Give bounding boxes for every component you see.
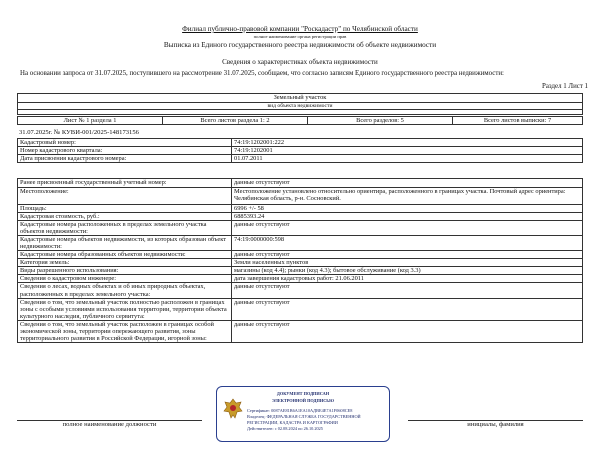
detail-label: Виды разрешенного использования: [18,267,232,275]
object-type-table [17,93,583,115]
doc-number: 31.07.2025г. № КУВИ-001/2025-148173156 [19,129,139,136]
section-page: Раздел 1 Лист 1 [542,83,588,90]
details-table [17,178,583,343]
field-label-assign-date: Дата присвоения кадастрового номера: [18,155,232,163]
initials-caption: инициалы, фамилия [467,421,524,428]
stamp-line-5: РЕГИСТРАЦИИ, КАДАСТРА И КАРТОГРАФИИ [247,420,338,425]
object-type-caption: вид объекта недвижимости [18,103,583,110]
field-value-cadastral-number: 74:19:1202001:222 [232,139,583,147]
detail-label: Сведения о том, что земельный участок расположен в границах особой экономической зоны, территории опережающего развития, зоны территориального развития в Российской Федерации, игорной зоны: [18,320,232,342]
main-fields-table [17,138,583,163]
field-value-quarter: 74:19:1202001 [232,147,583,155]
object-type: Земельный участок [18,94,583,103]
detail-value: данные отсутствуют [232,283,583,298]
detail-value: Земли населенных пунктов [232,259,583,267]
detail-value: данные отсутствуют [232,221,583,236]
position-caption: полное наименование должности [62,421,157,428]
detail-label: Местоположение: [18,188,232,205]
detail-value: магазины (код 4.4); рынки (код 4.3); бытовое обслуживание (код 3.3) [232,267,583,275]
detail-label: Сведения о лесах, водных объектах и об иных природных объектах, расположенных в пределах земельного участка: [18,283,232,298]
detail-value: 74:19:0000000:598 [232,236,583,251]
field-label-cadastral-number: Кадастровый номер: [18,139,232,147]
stamp-line-2: ЭЛЕКТРОННОЙ ПОДПИСЬЮ [272,398,334,403]
org-name: Филиал публично-правовой компании "Роскадастр" по Челябинской области [182,25,418,33]
field-label-quarter: Номер кадастрового квартала: [18,147,232,155]
detail-value: данные отсутствуют [232,320,583,342]
detail-label: Площадь: [18,205,232,213]
detail-value: Местоположение установлено относительно ориентира, расположенного в границах участка. Почтовый адрес ориентира: Челябинская область, р-н. Сосновский. [232,188,583,205]
e-signature-stamp [216,386,390,442]
detail-label: Кадастровые номера расположенных в пределах земельного участка объектов недвижимости: [18,221,232,236]
stamp-line-4: Владелец: ФЕДЕРАЛЬНАЯ СЛУЖБА ГОСУДАРСТВЕННОЙ [247,414,361,419]
sheet-number: Лист № 1 раздела 1 [18,117,163,125]
stamp-line-6: Действителен: с 02.08.2024 по 26.10.2025 [247,426,323,431]
stamp-line-3: Сертификат: 0087АЕ81В6А1ЕА10АДВЕ4Е7А1F0608CE8 [247,408,353,413]
detail-label: Ранее присвоенный государственный учетный номер: [18,179,232,188]
detail-label: Кадастровые номера объектов недвижимости, из которых образован объект недвижимости: [18,236,232,251]
basis-text: На основании запроса от 31.07.2025, поступившего на рассмотрение 31.07.2025, сообщаем, что согласно записям Единого государственного реестра недвижимости: [20,70,504,77]
detail-label: Сведения о том, что земельный участок полностью расположен в границах зоны с особыми условиями использования территории, территории объекта культурного наследия, публичного сервитута: [18,298,232,320]
org-caption: полное наименование органа регистрации прав [253,34,347,39]
detail-value: дата завершения кадастровых работ: 21.06.2011 [232,275,583,283]
detail-value: 6885393.24 [232,213,583,221]
stamp-line-1: ДОКУМЕНТ ПОДПИСАН [276,391,330,396]
sheets-total: Всего листов выписки: 7 [453,117,583,125]
detail-label: Кадастровая стоимость, руб.: [18,213,232,221]
detail-value: данные отсутствуют [232,179,583,188]
detail-label: Сведения о кадастровом инженере: [18,275,232,283]
detail-value: данные отсутствуют [232,298,583,320]
spacer-row [18,110,583,115]
sections-total: Всего разделов: 5 [308,117,453,125]
sheet-info-table [17,116,583,125]
detail-value: данные отсутствуют [232,251,583,259]
sheet-total-section: Всего листов раздела 1: 2 [163,117,308,125]
section-title: Сведения о характеристиках объекта недвижимости [222,58,378,66]
detail-label: Категория земель: [18,259,232,267]
field-value-assign-date: 01.07.2011 [232,155,583,163]
detail-label: Кадастровые номера образованных объектов недвижимости: [18,251,232,259]
detail-value: 6996 +/- 58 [232,205,583,213]
extract-title: Выписка из Единого государственного реестра недвижимости об объекте недвижимости [163,41,437,49]
